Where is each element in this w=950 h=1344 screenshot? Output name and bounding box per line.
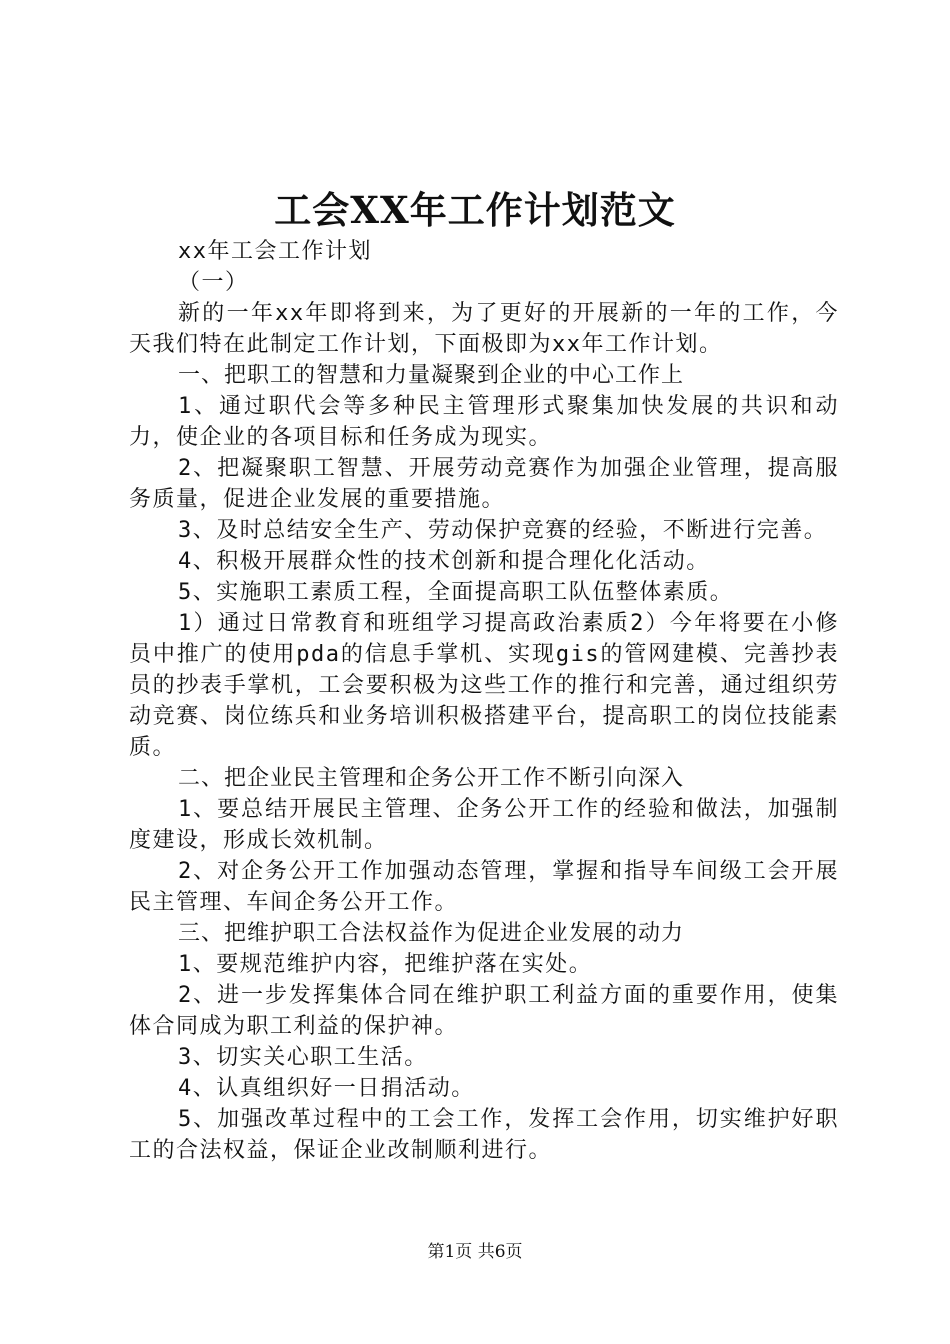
paragraph-item: 3、及时总结安全生产、劳动保护竞赛的经验，不断进行完善。	[178, 518, 828, 543]
paragraph-item: 5、加强改革过程中的工会工作，发挥工会作用，切实维护好职工的合法权益，保证企业改制顺利进行。	[129, 1107, 839, 1163]
document-title: 工会XX年工作计划范文	[274, 188, 676, 232]
paragraph-item: 1、通过职代会等多种民主管理形式聚集加快发展的共识和动力，使企业的各项目标和任务成为现实。	[129, 394, 839, 450]
paragraph-item: 2、进一步发挥集体合同在维护职工利益方面的重要作用，使集体合同成为职工利益的保护神。	[129, 983, 839, 1039]
paragraph-item: 5、实施职工素质工程，全面提高职工队伍整体素质。	[178, 580, 734, 605]
paragraph-item: 3、切实关心职工生活。	[178, 1045, 428, 1070]
section-heading-2: 二、把企业民主管理和企务公开工作不断引向深入	[178, 766, 685, 791]
paragraph-item: 2、对企务公开工作加强动态管理，掌握和指导车间级工会开展民主管理、车间企务公开工作。	[129, 859, 839, 915]
paragraph-item: 2、把凝聚职工智慧、开展劳动竞赛作为加强企业管理，提高服务质量，促进企业发展的重要措施。	[129, 456, 839, 512]
paragraph-plan-heading: xx年工会工作计划	[178, 239, 372, 264]
page-footer: 第1页 共6页	[427, 1242, 523, 1262]
document-body	[129, 236, 839, 1166]
paragraph-item: 4、积极开展群众性的技术创新和提合理化化活动。	[178, 549, 710, 574]
paragraph-intro: 新的一年xx年即将到来，为了更好的开展新的一年的工作，今天我们特在此制定工作计划，下面极即为xx年工作计划。	[129, 301, 839, 357]
paragraph-section-one-marker: （一）	[178, 270, 249, 295]
section-heading-1: 一、把职工的智慧和力量凝聚到企业的中心工作上	[178, 363, 685, 388]
section-heading-3: 三、把维护职工合法权益作为促进企业发展的动力	[178, 921, 685, 946]
paragraph-item: 4、认真组织好一日捐活动。	[178, 1076, 475, 1101]
paragraph-item: 1、要规范维护内容，把维护落在实处。	[178, 952, 593, 977]
paragraph-item: 1）通过日常教育和班组学习提高政治素质2）今年将要在小修员中推广的使用pda的信息手掌机、实现gis的管网建模、完善抄表员的抄表手掌机，工会要积极为这些工作的推行和完善，通过组织劳动竞赛、岗位练兵和业务培训积极搭建平台，提高职工的岗位技能素质。	[129, 611, 839, 760]
paragraph-item: 1、要总结开展民主管理、企务公开工作的经验和做法，加强制度建设，形成长效机制。	[129, 797, 839, 853]
